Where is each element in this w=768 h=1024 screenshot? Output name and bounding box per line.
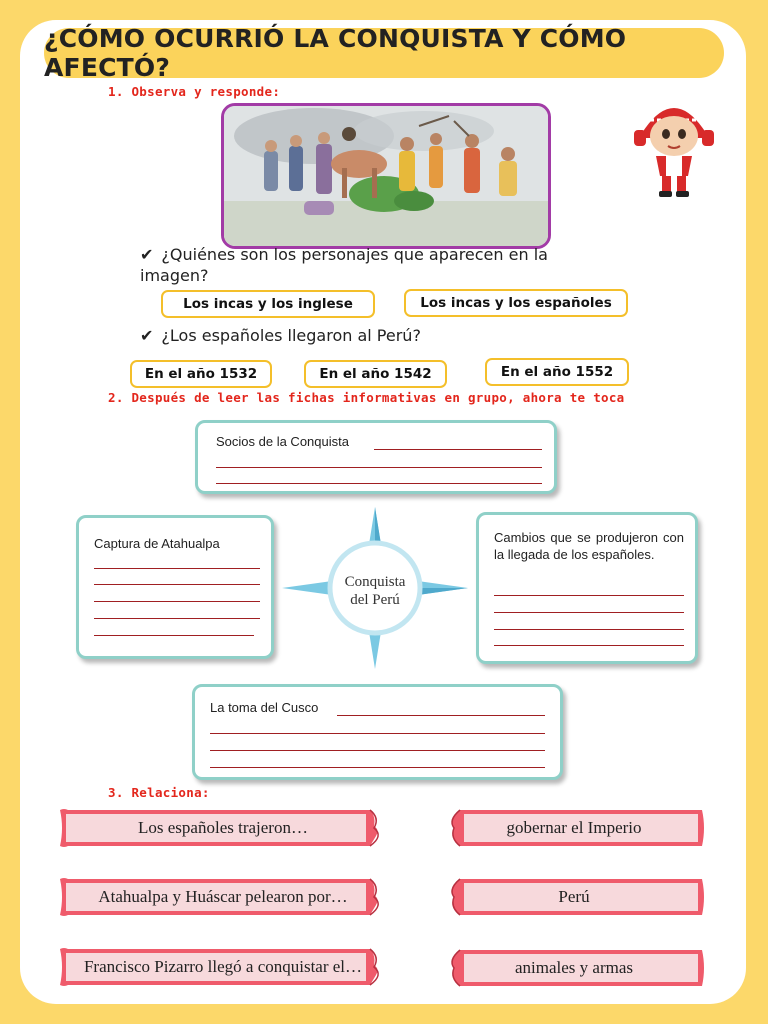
match-right-item[interactable] xyxy=(440,806,708,850)
compass-diagram xyxy=(282,505,468,671)
answer-line[interactable] xyxy=(94,601,260,602)
conquest-illustration xyxy=(221,103,551,249)
answer-line[interactable] xyxy=(94,584,260,585)
question-2 xyxy=(140,325,610,346)
answer-option[interactable]: Los incas y los inglese xyxy=(161,290,375,318)
match-left-item[interactable] xyxy=(58,875,388,919)
page-title: ¿CÓMO OCURRIÓ LA CONQUISTA Y CÓMO AFECTÓ? xyxy=(44,28,724,78)
match-right-text: animales y armas xyxy=(514,958,633,977)
box-cusco xyxy=(192,684,563,780)
match-left-item[interactable] xyxy=(58,945,388,989)
box-cambios-label: Cambios que se produjeron con la llegada de los españoles. xyxy=(494,530,684,562)
match-left-item[interactable] xyxy=(58,806,388,850)
match-right-text: Perú xyxy=(558,887,590,906)
box-atahualpa-label: Captura de Atahualpa xyxy=(94,536,220,551)
match-left-text: Atahualpa y Huáscar pelearon por… xyxy=(98,887,348,906)
box-socios xyxy=(195,420,557,494)
box-cusco-label: La toma del Cusco xyxy=(210,700,319,715)
answer-option[interactable]: En el año 1532 xyxy=(130,360,272,388)
box-socios-label: Socios de la Conquista xyxy=(216,434,349,449)
answer-line[interactable] xyxy=(210,733,545,734)
answer-line[interactable] xyxy=(94,635,254,636)
answer-line[interactable] xyxy=(494,612,684,613)
section-2-heading: 2. Después de leer las fichas informativas en grupo, ahora te toca xyxy=(108,390,625,405)
question-1-text: ¿Quiénes son los personajes que aparecen en la imagen? xyxy=(140,245,548,285)
box-cambios xyxy=(476,512,698,664)
box-atahualpa xyxy=(76,515,274,659)
inca-child-mascot xyxy=(632,92,716,200)
answer-line[interactable] xyxy=(494,645,684,646)
answer-option[interactable]: En el año 1542 xyxy=(304,360,447,388)
question-2-text: ¿Los españoles llegaron al Perú? xyxy=(161,326,421,345)
match-right-text: gobernar el Imperio xyxy=(506,818,642,837)
compass-center-label: Conquista del Perú xyxy=(344,574,406,608)
answer-option[interactable]: En el año 1552 xyxy=(485,358,629,386)
answer-line[interactable] xyxy=(94,568,260,569)
answer-line[interactable] xyxy=(210,750,545,751)
question-1 xyxy=(140,244,610,286)
match-right-item[interactable] xyxy=(440,875,708,919)
answer-line[interactable] xyxy=(216,467,542,468)
checkmark-icon: ✔ xyxy=(140,326,154,345)
answer-line[interactable] xyxy=(337,715,545,716)
section-3-heading: 3. Relaciona: xyxy=(108,785,210,800)
answer-line[interactable] xyxy=(210,767,545,768)
answer-option[interactable]: Los incas y los españoles xyxy=(404,289,628,317)
answer-line[interactable] xyxy=(494,629,684,630)
answer-line[interactable] xyxy=(374,449,542,450)
section-1-heading: 1. Observa y responde: xyxy=(108,84,281,99)
match-left-text: Francisco Pizarro llegó a conquistar el… xyxy=(83,957,363,976)
match-left-text: Los españoles trajeron… xyxy=(138,818,308,837)
checkmark-icon: ✔ xyxy=(140,245,154,264)
answer-line[interactable] xyxy=(94,618,260,619)
answer-line[interactable] xyxy=(494,595,684,596)
match-right-item[interactable] xyxy=(440,946,708,990)
answer-line[interactable] xyxy=(216,483,542,484)
